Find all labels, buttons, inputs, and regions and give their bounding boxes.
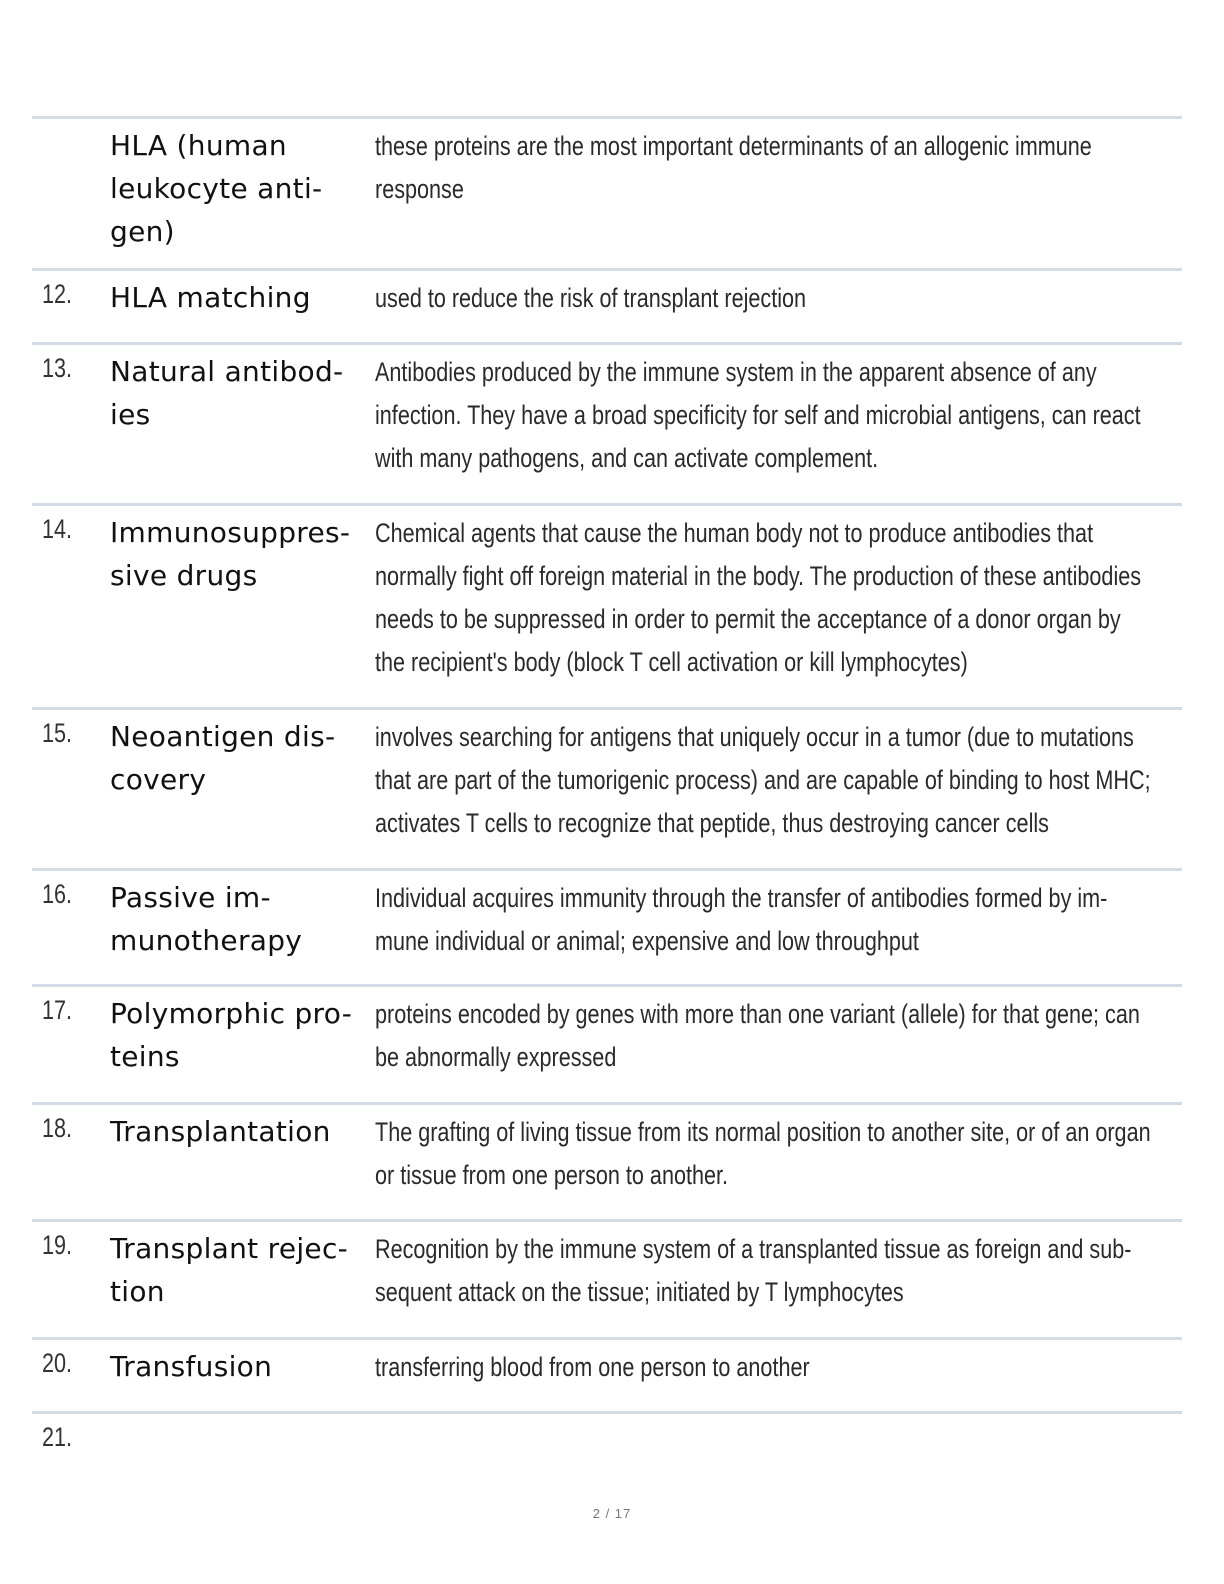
definition-line: response xyxy=(375,174,464,204)
glossary-entry xyxy=(32,984,1182,1102)
entry-number: 18. xyxy=(42,1113,73,1143)
term-line: Natural antibod- xyxy=(110,355,344,388)
entry-definition xyxy=(375,993,1167,1079)
glossary-entry xyxy=(32,268,1182,342)
glossary-list xyxy=(32,116,1182,1491)
definition-line: mune individual or animal; expensive and low throughput xyxy=(375,926,919,956)
definition-line: these proteins are the most important determinants of an allogenic immune xyxy=(375,131,1092,161)
entry-definition xyxy=(375,125,1167,211)
entry-definition xyxy=(375,277,1167,320)
term-line: tion xyxy=(110,1275,165,1308)
definition-line: Individual acquires immunity through the transfer of antibodies formed by im- xyxy=(375,883,1108,913)
entry-definition xyxy=(375,1228,1167,1314)
entry-number: 13. xyxy=(42,353,73,383)
term-line: HLA (human xyxy=(110,129,287,162)
glossary-entry xyxy=(32,1411,1182,1491)
entry-term xyxy=(110,1345,372,1388)
entry-number: 21. xyxy=(42,1422,73,1452)
entry-definition xyxy=(375,351,1167,480)
term-line: teins xyxy=(110,1040,180,1073)
term-line: covery xyxy=(110,763,207,796)
term-line: Transplantation xyxy=(110,1115,331,1148)
entry-term xyxy=(110,876,372,962)
term-line: Polymorphic pro- xyxy=(110,997,353,1030)
entry-number: 14. xyxy=(42,514,73,544)
term-line: Transplant rejec- xyxy=(110,1232,349,1265)
term-line: sive drugs xyxy=(110,559,258,592)
entry-definition xyxy=(375,1346,1167,1389)
entry-number: 16. xyxy=(42,879,73,909)
definition-line: Chemical agents that cause the human body not to produce antibodies that xyxy=(375,518,1094,548)
definition-line: the recipient's body (block T cell activation or kill lymphocytes) xyxy=(375,647,968,677)
entry-term xyxy=(110,276,372,319)
definition-line: normally fight off foreign material in the body. The production of these antibodies xyxy=(375,561,1142,591)
entry-definition xyxy=(375,512,1167,684)
term-line: Immunosuppres- xyxy=(110,516,351,549)
entry-term xyxy=(110,511,372,597)
entry-number: 17. xyxy=(42,995,73,1025)
page-number: 2 / 17 xyxy=(592,1506,632,1521)
entry-term xyxy=(110,992,372,1078)
term-line: Transfusion xyxy=(110,1350,273,1383)
definition-line: used to reduce the risk of transplant rejection xyxy=(375,283,807,313)
definition-line: sequent attack on the tissue; initiated by T lymphocytes xyxy=(375,1277,904,1307)
entry-term xyxy=(110,1110,372,1153)
glossary-entry xyxy=(32,1219,1182,1337)
definition-line: transferring blood from one person to another xyxy=(375,1352,810,1382)
entry-definition xyxy=(375,877,1167,963)
entry-term xyxy=(110,350,372,436)
definition-line: or tissue from one person to another. xyxy=(375,1160,729,1190)
entry-term xyxy=(110,124,372,253)
entry-number: 15. xyxy=(42,718,73,748)
definition-line: needs to be suppressed in order to permit the acceptance of a donor organ by xyxy=(375,604,1121,634)
definition-line: proteins encoded by genes with more than one variant (allele) for that gene; can xyxy=(375,999,1140,1029)
glossary-entry xyxy=(32,1102,1182,1219)
entry-term xyxy=(110,1227,372,1313)
entry-number: 12. xyxy=(42,279,73,309)
glossary-entry xyxy=(32,116,1182,268)
entry-definition xyxy=(375,716,1167,845)
definition-line: Recognition by the immune system of a transplanted tissue as foreign and sub- xyxy=(375,1234,1132,1264)
entry-term xyxy=(110,715,372,801)
glossary-entry xyxy=(32,868,1182,984)
entry-definition xyxy=(375,1111,1167,1197)
glossary-entry xyxy=(32,1337,1182,1411)
definition-line: The grafting of living tissue from its normal position to another site, or of an organ xyxy=(375,1117,1151,1147)
term-line: Passive im- xyxy=(110,881,271,914)
term-line: HLA matching xyxy=(110,281,311,314)
definition-line: involves searching for antigens that uniquely occur in a tumor (due to mutations xyxy=(375,722,1134,752)
glossary-entry xyxy=(32,707,1182,868)
glossary-entry xyxy=(32,503,1182,707)
entry-number: 20. xyxy=(42,1348,73,1378)
definition-line: be abnormally expressed xyxy=(375,1042,617,1072)
term-line: munotherapy xyxy=(110,924,303,957)
term-line: leukocyte anti- xyxy=(110,172,323,205)
term-line: ies xyxy=(110,398,151,431)
term-line: Neoantigen dis- xyxy=(110,720,336,753)
definition-line: that are part of the tumorigenic process) and are capable of binding to host MHC; xyxy=(375,765,1151,795)
definition-line: activates T cells to recognize that peptide, thus destroying cancer cells xyxy=(375,808,1049,838)
definition-line: Antibodies produced by the immune system in the apparent absence of any xyxy=(375,357,1097,387)
definition-line: with many pathogens, and can activate complement. xyxy=(375,443,879,473)
entry-number: 19. xyxy=(42,1230,73,1260)
term-line: gen) xyxy=(110,215,175,248)
glossary-entry xyxy=(32,342,1182,503)
definition-line: infection. They have a broad specificity for self and microbial antigens, can react xyxy=(375,400,1141,430)
